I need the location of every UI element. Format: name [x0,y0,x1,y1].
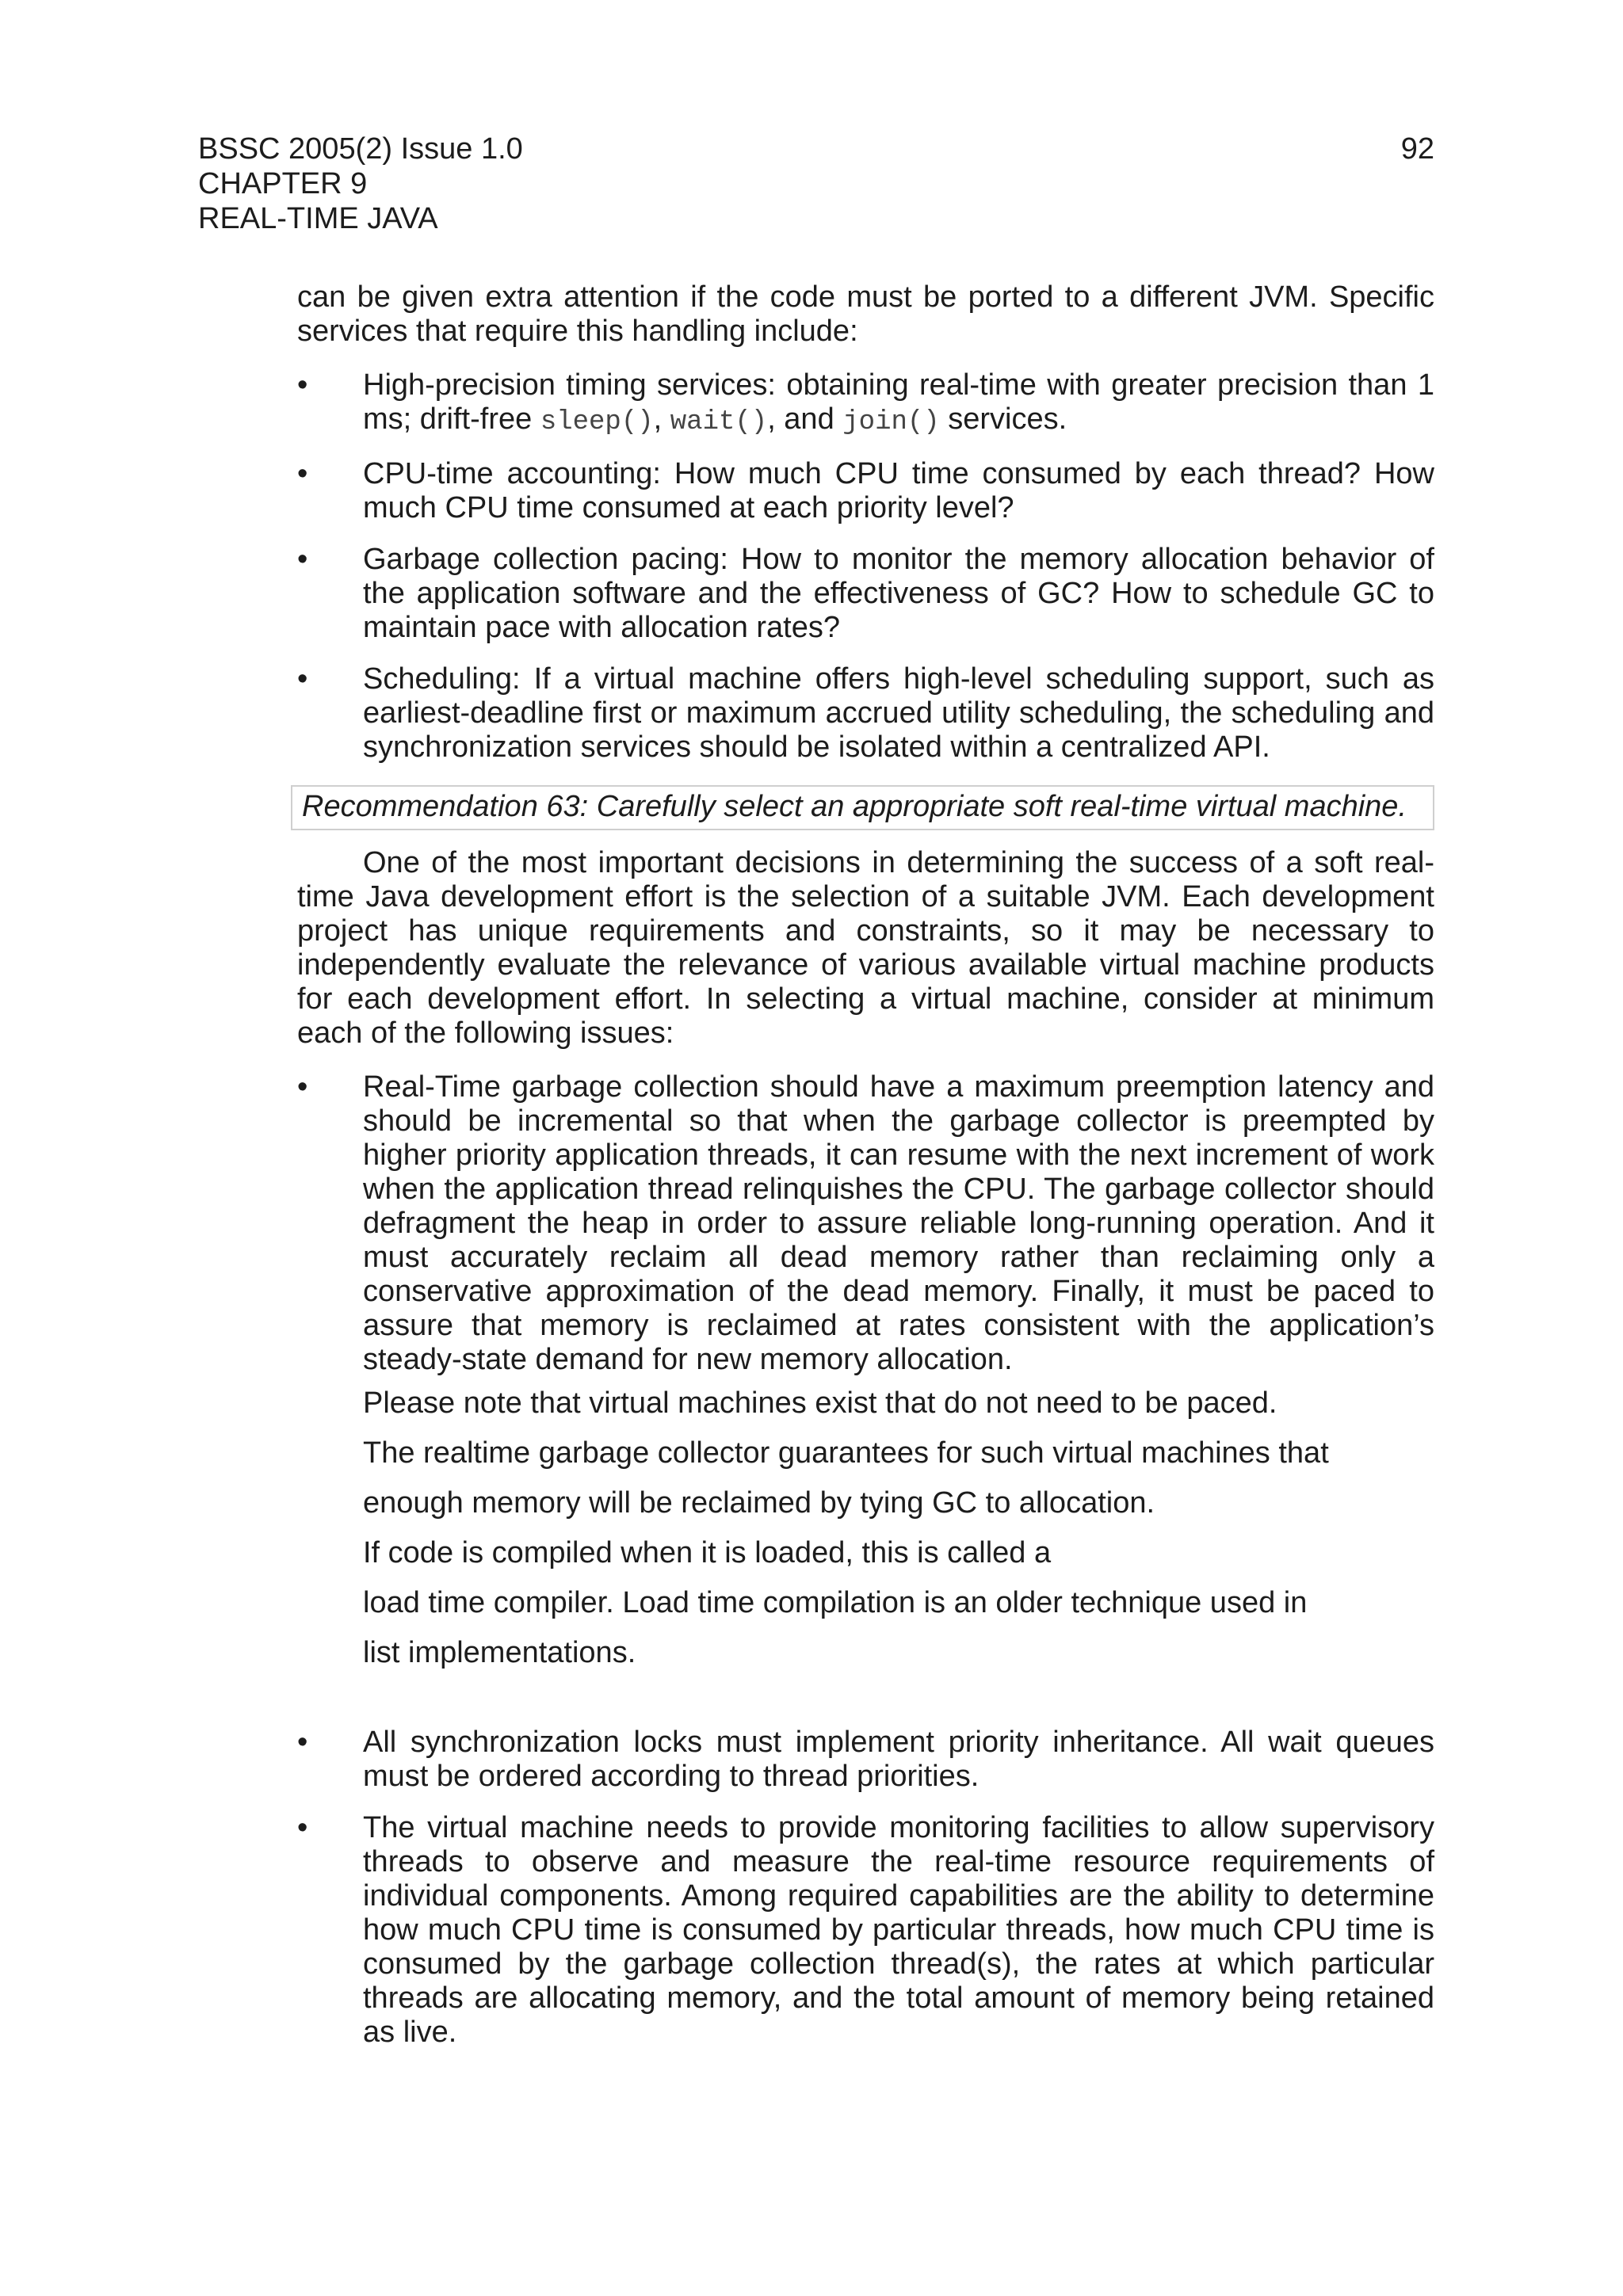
issues-list [297,1070,1434,1377]
body-paragraph: One of the most important decisions in determining the success of a soft real-time Java development effort is the selection of a suitable JVM. Each development project has unique requirements and constraints, so it may be necessary to independently evaluate the relevance of various available virtual machine products for each development effort. In selecting a virtual machine, consider at minimum each of the following issues: [297,846,1434,1050]
page-header [198,132,1434,236]
list-item-suffix: services. [939,402,1067,436]
intro-paragraph: can be given extra attention if the code must be ported to a different JVM. Specific services that require this handling include: [297,280,1434,348]
recommendation-text: Recommendation 63: Carefully select an appropriate soft real-time virtual machine. [302,790,1407,823]
list-item [297,1811,1434,2050]
list-item-text: Scheduling: If a virtual machine offers high-level scheduling support, such as earliest-deadline first or maximum accrued utility scheduling, the scheduling and synchronization services should be isolated within a centralized API. [363,662,1434,764]
recommendation-box [291,785,1434,830]
note-line: Please note that virtual machines exist that do not need to be paced. [363,1386,1277,1420]
code-sleep: sleep() [540,407,654,437]
notes-block [297,1379,1434,1678]
note-line: load time compiler. Load time compilation is an older technique used in [363,1586,1308,1619]
code-join: join() [842,407,940,437]
bullet-icon: • [297,543,308,576]
list-item-text: CPU-time accounting: How much CPU time consumed by each thread? How much CPU time consumed at each priority level? [363,457,1434,524]
list-item [297,543,1434,645]
list-item-text: Real-Time garbage collection should have a maximum preemption latency and should be incremental so that when the garbage collector is preempted by higher priority application threads, it can resume with the next increment of work when the application thread relinquishes the CPU. The garbage collector should defragment the heap in order to assure reliable long-running operation. And it must accurately reclaim all dead memory rather than reclaiming only a conservative approximation of the dead memory. Finally, it must be paced to assure that memory is reclaimed at rates consistent with the application’s steady-state demand for new memory allocation. [363,1070,1434,1376]
bullet-icon: • [297,1811,308,1844]
bullet-icon: • [297,662,308,696]
chapter-label: CHAPTER 9 [198,167,368,200]
separator: , and [767,402,843,436]
page-number: 92 [1400,132,1434,166]
note-line: The realtime garbage collector guarantees for such virtual machines that [363,1436,1329,1470]
document-id: BSSC 2005(2) Issue 1.0 [198,132,523,166]
issues-list-continued [297,1726,1434,2050]
bullet-icon: • [297,1070,308,1104]
services-list [297,368,1434,765]
list-item-text: High-precision timing services: obtaining real-time with greater precision than 1 ms; drift-free [363,368,1434,436]
note-line: list implementations. [363,1636,636,1669]
note-line: enough memory will be reclaimed by tying GC to allocation. [363,1486,1155,1520]
list-item [297,368,1434,440]
list-item-text: Garbage collection pacing: How to monitor the memory allocation behavior of the application software and the effectiveness of GC? How to schedule GC to maintain pace with allocation rates? [363,543,1434,644]
list-item [297,1726,1434,1794]
chapter-title: REAL-TIME JAVA [198,202,438,235]
code-wait: wait() [670,407,768,437]
page-body [297,280,1434,2050]
list-item [297,662,1434,765]
list-item [297,457,1434,525]
list-item-text: The virtual machine needs to provide monitoring facilities to allow supervisory threads to observe and measure the real-time resource requirements of individual components. Among required capabilities are the ability to determine how much CPU time is consumed by particular threads, how much CPU time is consumed by the garbage collection thread(s), the rates at which particular threads are allocating memory, and the total amount of memory being retained as live. [363,1811,1434,2049]
bullet-icon: • [297,1726,308,1759]
separator: , [653,402,670,436]
list-item [297,1070,1434,1377]
note-line: If code is compiled when it is loaded, this is called a [363,1536,1052,1569]
list-item-text: All synchronization locks must implement priority inheritance. All wait queues must be ordered according to thread priorities. [363,1726,1434,1793]
bullet-icon: • [297,457,308,490]
bullet-icon: • [297,368,308,402]
